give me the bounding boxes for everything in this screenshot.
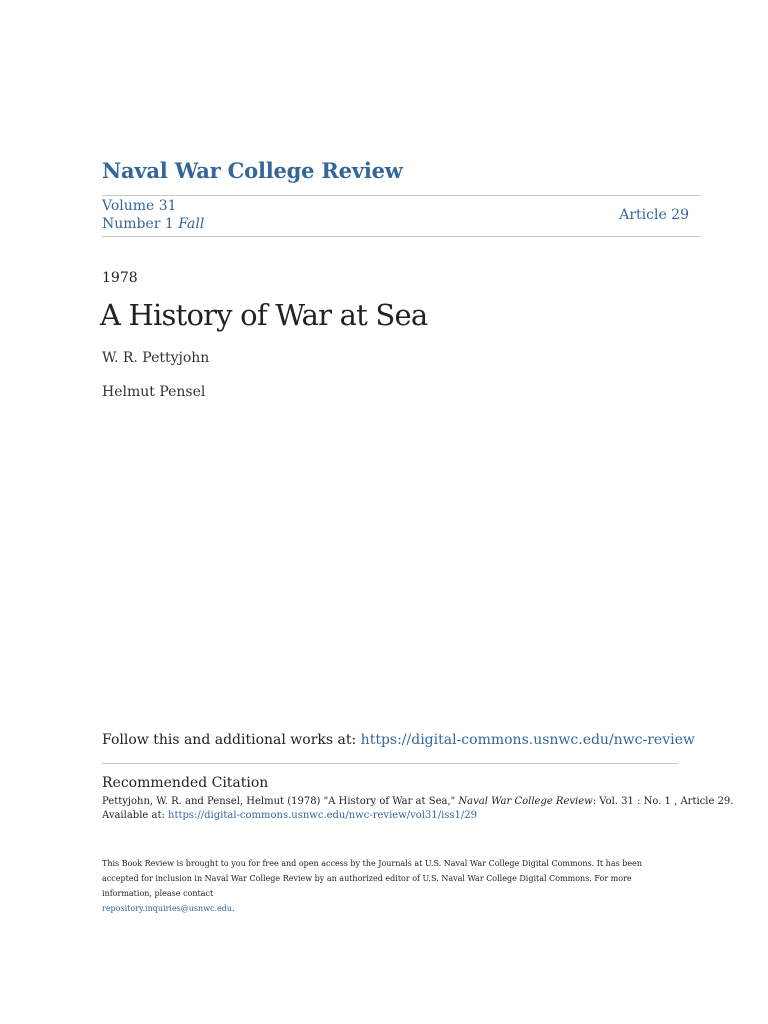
journal-title-link[interactable]: Naval War College Review (102, 158, 403, 183)
article-number-link[interactable]: Article 29 (619, 207, 689, 223)
notice-end: . (232, 904, 235, 913)
available-at-line (102, 810, 477, 821)
article-url-link[interactable]: https://digital-commons.usnwc.edu/nwc-review/vol31/iss1/29 (168, 810, 477, 821)
citation-prefix: Pettyjohn, W. R. and Pensel, Helmut (1978) "A History of War at Sea," (102, 796, 456, 807)
author-name: Helmut Pensel (102, 384, 206, 400)
follow-works-line (102, 732, 695, 748)
citation-divider (102, 763, 678, 764)
recommended-citation-heading: Recommended Citation (102, 775, 269, 791)
access-notice (102, 856, 662, 916)
issue-link[interactable] (102, 216, 204, 232)
header-divider-top (102, 195, 701, 196)
issue-number: Number 1 (102, 216, 174, 232)
collection-link[interactable]: https://digital-commons.usnwc.edu/nwc-review (360, 732, 695, 748)
article-title: A History of War at Sea (100, 298, 428, 332)
available-label: Available at: (102, 810, 165, 821)
contact-email-link[interactable]: repository.inquiries@usnwc.edu (102, 904, 233, 913)
follow-label: Follow this and additional works at: (102, 732, 357, 748)
notice-text: This Book Review is brought to you for free and open access by the Journals at U.S. Naval War College Digital Commons. It has been accepted for inclusion in Naval War College Review by an authorized editor of U.S. Naval War College Digital Commons. For more information, please contact (102, 859, 642, 898)
citation-journal: Naval War College Review (458, 796, 593, 807)
volume-link[interactable]: Volume 31 (102, 198, 177, 214)
author-name: W. R. Pettyjohn (102, 350, 210, 366)
citation-suffix: : Vol. 31 : No. 1 , Article 29. (592, 796, 734, 807)
publication-year: 1978 (102, 270, 138, 286)
header-divider-bottom (102, 236, 701, 237)
citation-text (102, 796, 733, 807)
issue-season: Fall (178, 216, 205, 232)
